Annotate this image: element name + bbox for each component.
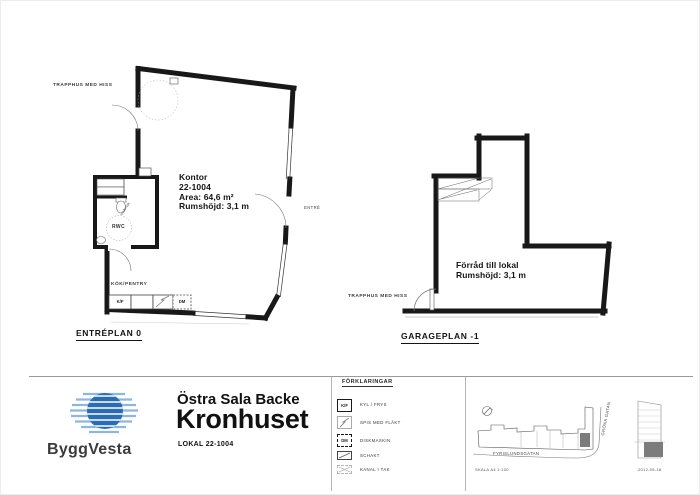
entreplan-rwc-block xyxy=(95,168,157,271)
titleblock-vdivider-2 xyxy=(465,377,466,491)
lokal-id: LOKAL 22-1004 xyxy=(178,441,234,448)
entreplan-title: ENTRÉPLAN 0 xyxy=(76,328,142,341)
entreplan-room-info xyxy=(179,173,249,212)
legend-symbol-kf: K/F xyxy=(337,399,352,412)
room-id: 22-1004 xyxy=(179,181,211,192)
lokal-location-marker xyxy=(580,433,590,447)
legend-symbol-schakt xyxy=(337,451,352,460)
rwc-label: RWC xyxy=(112,224,126,230)
byggvesta-wordmark: ByggVesta xyxy=(47,441,132,458)
kf-plan-label: K/F xyxy=(116,299,124,304)
legend-label-kf: KYL / FRYS xyxy=(360,402,387,407)
legend-symbol-dm: DM xyxy=(337,434,352,447)
garageplan-room-info xyxy=(456,261,526,281)
titleblock-vdivider-1 xyxy=(331,377,332,491)
date-note: 2012-05-18 xyxy=(638,467,662,472)
garageplan-walls xyxy=(405,136,609,313)
legend-label-dm: DISKMASKIN xyxy=(360,438,391,443)
legend-title: FÖRKLARINGAR xyxy=(342,379,393,385)
legend-label-kanal: KANAL I TAK xyxy=(360,467,390,472)
legend-label-spis: SPIS MED FLÄKT xyxy=(360,420,401,425)
legend-symbol-kanal xyxy=(337,465,352,474)
titleblock-divider xyxy=(29,376,693,377)
garageplan-title: GARAGEPLAN -1 xyxy=(401,331,479,344)
project-name: Östra Sala Backe xyxy=(177,391,300,408)
forrad-name: Förråd till lokal xyxy=(456,260,519,270)
entreplan-trapphus-label: TRAPPHUS MED HISS xyxy=(53,83,113,88)
undertak-label: undertak xyxy=(119,201,131,217)
byggvesta-logo-icon xyxy=(63,384,147,440)
room-name: Kontor xyxy=(179,172,208,182)
scale-note: SKALA A4 1:100 xyxy=(475,467,509,472)
entre-label: ENTRÉ xyxy=(304,205,321,210)
stacking-diagram xyxy=(634,401,665,458)
legend-label-schakt: SCHAKT xyxy=(360,453,380,458)
garageplan-trapphus-label: TRAPPHUS MED HISS xyxy=(348,294,408,299)
building-name: Kronhuset xyxy=(176,404,309,434)
lokal-floor-marker xyxy=(644,442,663,457)
room-area: Area: 64,6 m² xyxy=(179,191,234,202)
forrad-height: Rumshöjd: 3,1 m xyxy=(456,269,526,280)
legend-symbol-spis xyxy=(337,416,352,429)
kok-pentry-label: KÖK/PENTRY xyxy=(111,282,148,287)
dm-plan-label: DM xyxy=(178,299,186,304)
room-height: Rumshöjd: 3,1 m xyxy=(179,201,249,212)
street-grona-gatan-label: GRÖNA GATAN xyxy=(600,401,612,436)
street-fyrislundsgatan-label: FYRISLUNDSGATAN xyxy=(493,451,540,456)
